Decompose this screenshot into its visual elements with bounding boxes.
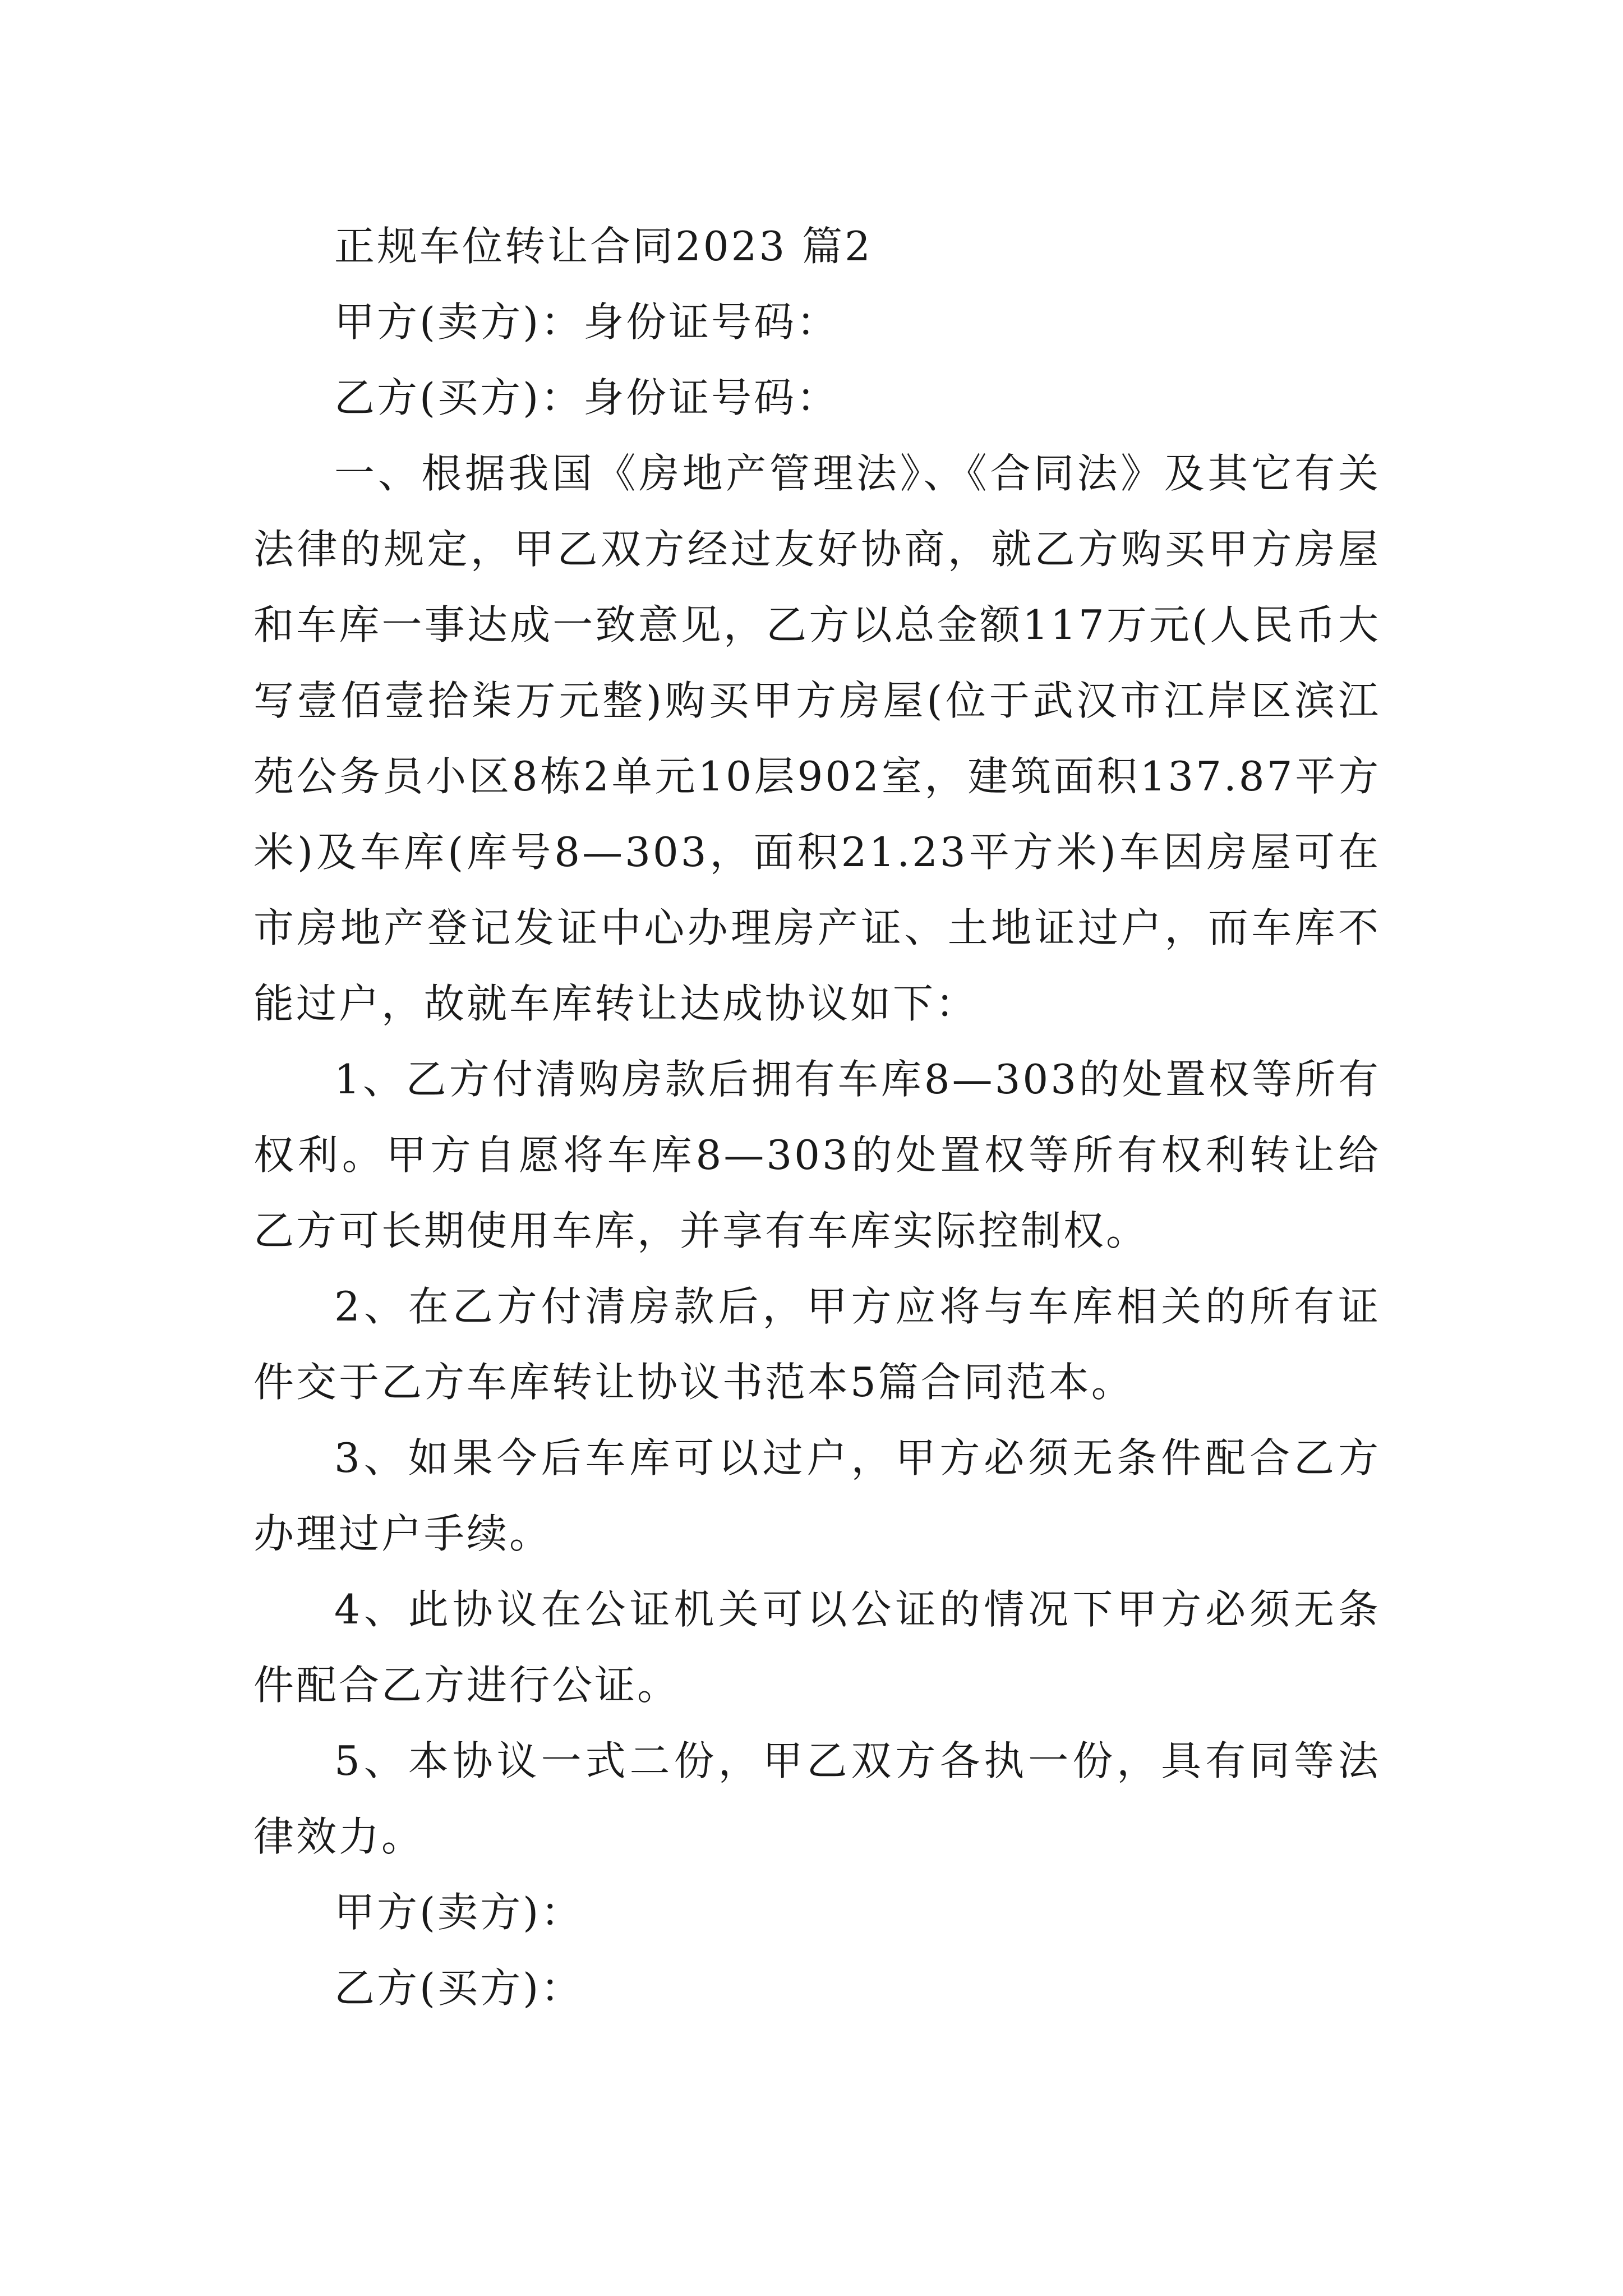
document-body	[253, 209, 1381, 2026]
clause-4: 4、此协议在公证机关可以公证的情况下甲方必须无条件配合乙方进行公证。	[253, 1586, 1381, 1709]
clause-3: 3、如果今后车库可以过户，甲方必须无条件配合乙方办理过户手续。	[253, 1434, 1381, 1557]
buyer-id-line: 乙方(买方)：身份证号码：	[334, 374, 840, 421]
clause-2: 2、在乙方付清房款后，甲方应将与车库相关的所有证件交于乙方车库转让协议书范本5篇合同范本。	[253, 1283, 1381, 1406]
document-title: 正规车位转让合同2023 篇2	[334, 223, 873, 270]
buyer-signature-line: 乙方(买方)：	[334, 1964, 584, 2012]
intro-paragraph: 一、根据我国《房地产管理法》、《合同法》及其它有关法律的规定，甲乙双方经过友好协商，就乙方购买甲方房屋和车库一事达成一致意见，乙方以总金额117万元(人民币大写壹佰壹拾柒万元整)购买甲方房屋(位于武汉市江岸区滨江苑公务员小区8栋2单元10层902室，建筑面积137.87平方米)及车库(库号8—303，面积21.23平方米)车因房屋可在市房地产登记发证中心办理房产证、土地证过户，而车库不能过户，故就车库转让达成协议如下：	[253, 450, 1381, 1027]
seller-id-line: 甲方(卖方)：身份证号码：	[334, 298, 840, 346]
clause-1: 1、乙方付清购房款后拥有车库8—303的处置权等所有权利。甲方自愿将车库8—303的处置权等所有权利转让给乙方可长期使用车库，并享有车库实际控制权。	[253, 1056, 1381, 1254]
clause-5: 5、本协议一式二份，甲乙双方各执一份，具有同等法律效力。	[253, 1737, 1381, 1860]
seller-signature-line: 甲方(卖方)：	[334, 1889, 584, 1936]
